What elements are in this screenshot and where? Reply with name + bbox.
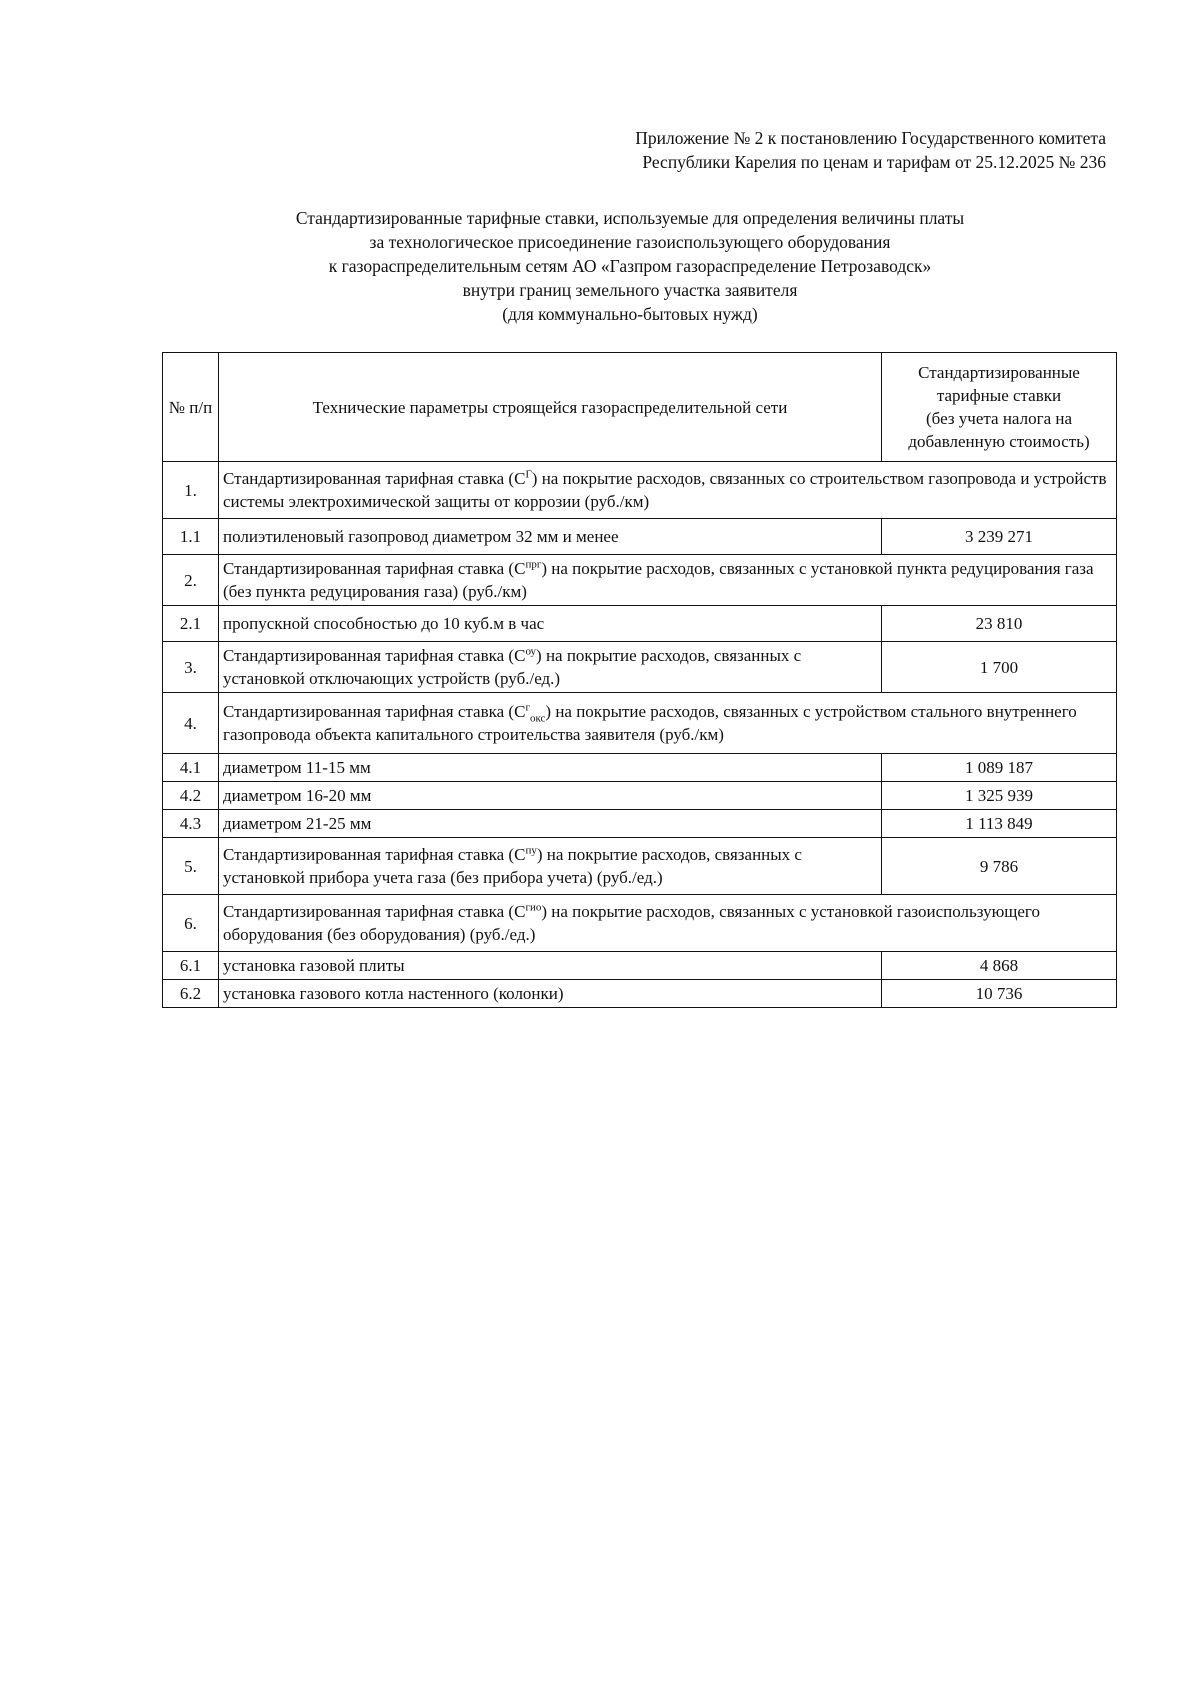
row-description: Стандартизированная тарифная ставка $(С^{пу})$ на покрытие расходов, связанных с установкой прибора учета газа (без прибора учета) (руб./ед.) bbox=[219, 838, 882, 895]
row-value: 1 089 187 bbox=[882, 754, 1117, 782]
reference-line-2: Республики Карелия по ценам и тарифам от 25.12.2025 № 236 bbox=[642, 152, 1106, 172]
row-num: 6.1 bbox=[163, 952, 219, 980]
row-num: 5. bbox=[163, 838, 219, 895]
row-description: полиэтиленовый газопровод диаметром 32 мм и менее bbox=[219, 519, 882, 555]
table-header-row bbox=[163, 353, 1117, 462]
row-value: 10 736 bbox=[882, 980, 1117, 1008]
row-value: 1 113 849 bbox=[882, 810, 1117, 838]
row-value: 9 786 bbox=[882, 838, 1117, 895]
table-row bbox=[163, 606, 1117, 642]
header-rate-line-4: добавленную стоимость) bbox=[908, 432, 1090, 451]
row-description: установка газового котла настенного (колонки) bbox=[219, 980, 882, 1008]
row-description: Стандартизированная тарифная ставка $(С^г_{окс})$ на покрытие расходов, связанных с устройством стального внутреннего газопровода объекта капитального строительства заявителя (руб./км) bbox=[219, 693, 1117, 754]
row-num: 2. bbox=[163, 555, 219, 606]
row-description: диаметром 16-20 мм bbox=[219, 782, 882, 810]
row-num: 2.1 bbox=[163, 606, 219, 642]
header-rate bbox=[882, 353, 1117, 462]
table-row bbox=[163, 895, 1117, 952]
title-line-4: внутри границ земельного участка заявителя bbox=[462, 280, 798, 300]
row-num: 6.2 bbox=[163, 980, 219, 1008]
row-num: 1. bbox=[163, 462, 219, 519]
header-rate-line-1: Стандартизированные bbox=[918, 363, 1080, 382]
document-reference bbox=[635, 126, 1106, 174]
table-row bbox=[163, 754, 1117, 782]
row-value: 4 868 bbox=[882, 952, 1117, 980]
row-description: пропускной способностью до 10 куб.м в час bbox=[219, 606, 882, 642]
table-row bbox=[163, 980, 1117, 1008]
table-row bbox=[163, 952, 1117, 980]
row-description: диаметром 11-15 мм bbox=[219, 754, 882, 782]
row-num: 6. bbox=[163, 895, 219, 952]
title-line-5: (для коммунально-бытовых нужд) bbox=[502, 304, 758, 324]
row-description: диаметром 21-25 мм bbox=[219, 810, 882, 838]
row-num: 4.3 bbox=[163, 810, 219, 838]
row-value: 3 239 271 bbox=[882, 519, 1117, 555]
table-row bbox=[163, 810, 1117, 838]
row-description: Стандартизированная тарифная ставка $(С^{оу})$ на покрытие расходов, связанных с установкой отключающих устройств (руб./ед.) bbox=[219, 642, 882, 693]
row-description: Стандартизированная тарифная ставка $(С^{прг})$ на покрытие расходов, связанных с установкой пункта редуцирования газа (без пункта редуцирования газа) (руб./км) bbox=[219, 555, 1117, 606]
row-num: 4.2 bbox=[163, 782, 219, 810]
title-line-2: за технологическое присоединение газоиспользующего оборудования bbox=[369, 232, 891, 252]
table-row bbox=[163, 693, 1117, 754]
row-value: 23 810 bbox=[882, 606, 1117, 642]
table-row bbox=[163, 838, 1117, 895]
header-num: № п/п bbox=[163, 353, 219, 462]
tariff-table bbox=[162, 352, 1117, 1008]
row-description: Стандартизированная тарифная ставка $(С^{гио})$ на покрытие расходов, связанных с установкой газоиспользующего оборудования (без оборудования) (руб./ед.) bbox=[219, 895, 1117, 952]
header-rate-line-3: (без учета налога на bbox=[925, 409, 1073, 428]
row-num: 1.1 bbox=[163, 519, 219, 555]
table-row bbox=[163, 782, 1117, 810]
row-value: 1 700 bbox=[882, 642, 1117, 693]
reference-line-1: Приложение № 2 к постановлению Государственного комитета bbox=[635, 128, 1106, 148]
row-value: 1 325 939 bbox=[882, 782, 1117, 810]
row-description: установка газовой плиты bbox=[219, 952, 882, 980]
table-row bbox=[163, 642, 1117, 693]
table-row bbox=[163, 555, 1117, 606]
table-row bbox=[163, 462, 1117, 519]
table-row bbox=[163, 519, 1117, 555]
document-title bbox=[160, 206, 1100, 326]
title-line-3: к газораспределительным сетям АО «Газпром газораспределение Петрозаводск» bbox=[328, 256, 932, 276]
header-rate-line-2: тарифные ставки bbox=[936, 386, 1062, 405]
row-num: 4. bbox=[163, 693, 219, 754]
row-description: Стандартизированная тарифная ставка $(С^Г)$ на покрытие расходов, связанных со строительством газопровода и устройств системы электрохимической защиты от коррозии (руб./км) bbox=[219, 462, 1117, 519]
row-num: 4.1 bbox=[163, 754, 219, 782]
title-line-1: Стандартизированные тарифные ставки, используемые для определения величины платы bbox=[295, 208, 965, 228]
header-param: Технические параметры строящейся газораспределительной сети bbox=[219, 353, 882, 462]
row-num: 3. bbox=[163, 642, 219, 693]
